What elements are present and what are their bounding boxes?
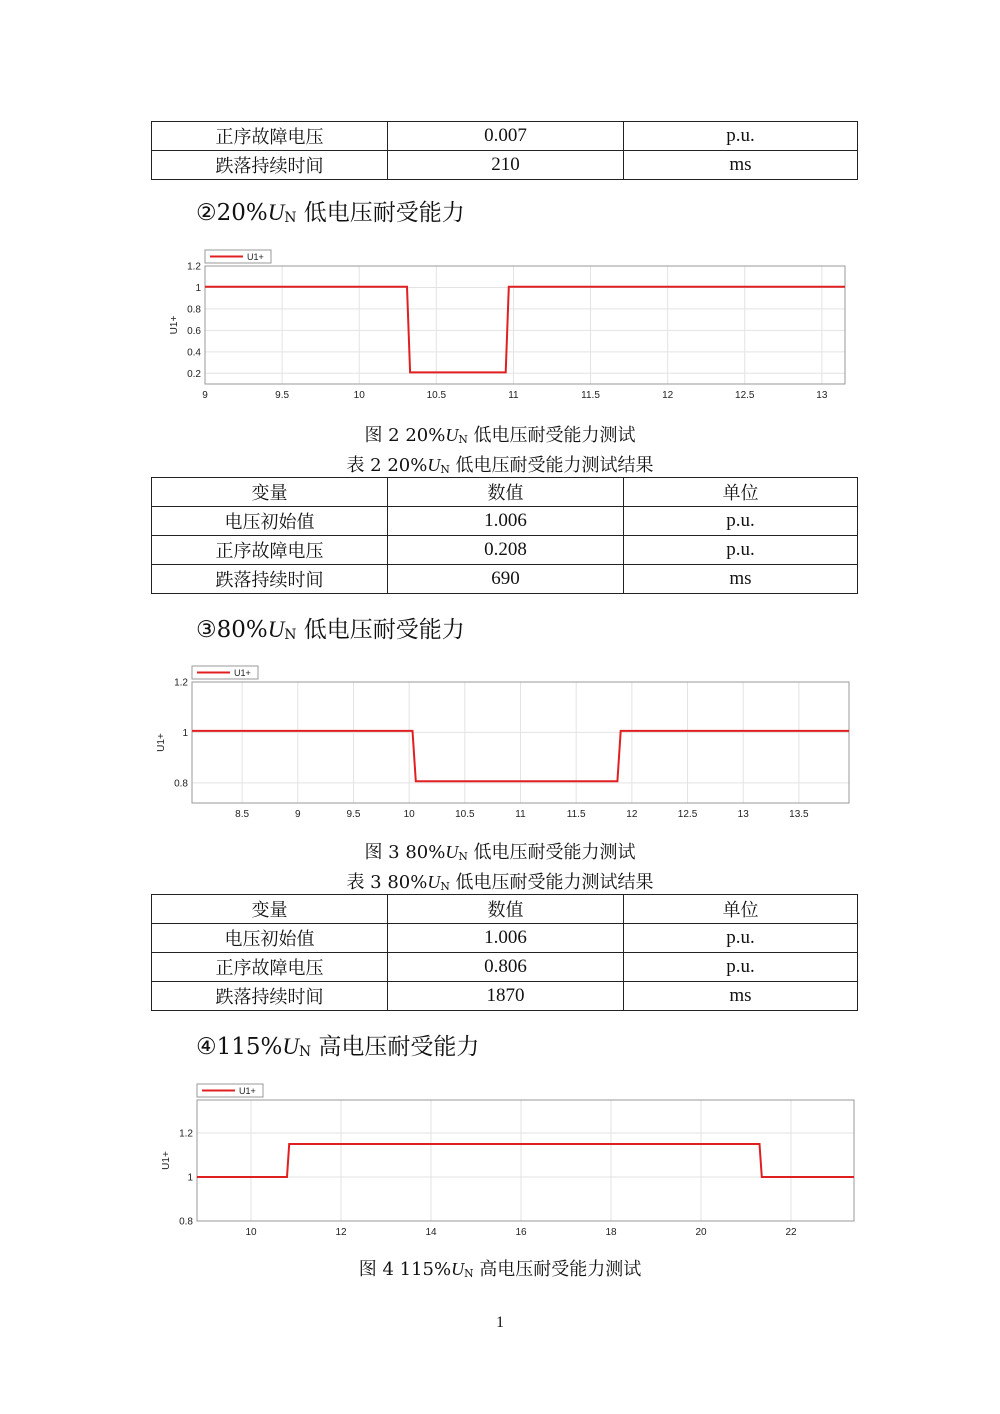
y-tick-label: 0.4 (187, 347, 201, 359)
table-cell: 0.806 (388, 953, 624, 982)
plot-area (197, 1100, 854, 1221)
x-tick-label: 10 (245, 1227, 257, 1238)
caption-pre: 表 2 20% (346, 455, 428, 476)
table-cell: p.u. (624, 953, 858, 982)
x-tick-label: 13 (737, 809, 749, 820)
y-tick-label: 1.2 (187, 261, 201, 273)
y-axis-label: U1+ (169, 315, 180, 335)
caption-sub: N (464, 1267, 474, 1280)
caption-post: 高电压耐受能力测试 (473, 1259, 642, 1280)
table-header-cell: 数值 (388, 478, 624, 507)
x-tick-label: 13 (816, 390, 828, 401)
x-tick-label: 11 (508, 390, 519, 401)
plot-area (205, 266, 845, 384)
table-cell: 690 (388, 565, 624, 594)
caption-pre: 图 4 115% (358, 1259, 452, 1280)
table-1 (151, 121, 858, 180)
caption-post: 低电压耐受能力测试 (467, 425, 636, 446)
x-tick-label: 18 (605, 1227, 617, 1238)
section-heading-80 (196, 611, 465, 644)
table-cell: p.u. (624, 507, 858, 536)
x-tick-label: 9 (202, 390, 208, 401)
table-cell: 1.006 (388, 924, 624, 953)
x-tick-label: 9.5 (346, 809, 361, 820)
table-row (152, 982, 858, 1011)
x-tick-label: 10.5 (426, 390, 447, 401)
table-cell: p.u. (624, 924, 858, 953)
figure-4-caption (0, 1255, 1000, 1281)
table-cell: 电压初始值 (152, 924, 388, 953)
heading-suffix: 低电压耐受能力 (296, 200, 465, 226)
x-tick-label: 9 (295, 809, 301, 820)
caption-u: U (427, 872, 441, 892)
x-tick-label: 10 (403, 809, 415, 820)
y-tick-label: 1 (187, 1172, 193, 1184)
x-tick-label: 12.5 (735, 390, 755, 401)
y-tick-label: 1 (182, 727, 188, 739)
x-tick-label: 12.5 (677, 809, 698, 820)
table-header-cell: 数值 (388, 895, 624, 924)
legend-label: U1+ (239, 1086, 256, 1096)
table-cell: 跌落持续时间 (152, 151, 388, 180)
caption-u: U (427, 455, 441, 475)
caption-sub: N (458, 433, 468, 446)
heading-suffix: 低电压耐受能力 (296, 617, 465, 643)
figure-3-caption (0, 838, 1000, 864)
table-cell: 1870 (388, 982, 624, 1011)
x-tick-label: 9.5 (275, 390, 290, 401)
heading-sub: N (284, 627, 297, 643)
caption-post: 低电压耐受能力测试 (467, 842, 636, 863)
heading-sub: N (284, 210, 297, 226)
caption-pre: 表 3 80% (346, 872, 428, 893)
table-row (152, 565, 858, 594)
x-tick-label: 11.5 (566, 809, 586, 820)
heading-un: U (267, 200, 285, 225)
table-row (152, 536, 858, 565)
x-tick-label: 12 (662, 390, 674, 401)
table-cell: 正序故障电压 (152, 122, 388, 151)
caption-u: U (445, 425, 459, 445)
caption-pre: 图 2 20% (364, 425, 446, 446)
table-row (152, 122, 858, 151)
y-tick-label: 0.8 (187, 304, 201, 316)
table-cell: 电压初始值 (152, 507, 388, 536)
table-cell: 正序故障电压 (152, 953, 388, 982)
table-row (152, 953, 858, 982)
table-cell: p.u. (624, 536, 858, 565)
table-header-cell: 单位 (624, 478, 858, 507)
table-row (152, 507, 858, 536)
section-heading-20 (196, 194, 465, 227)
table-cell: ms (624, 982, 858, 1011)
table-3 (151, 894, 858, 1011)
table-row (152, 151, 858, 180)
table-row (152, 924, 858, 953)
caption-u: U (451, 1259, 465, 1279)
section-heading-115 (196, 1028, 479, 1061)
table-cell: 跌落持续时间 (152, 565, 388, 594)
x-tick-label: 12 (335, 1227, 347, 1238)
heading-prefix: ②20% (196, 200, 268, 226)
heading-suffix: 高电压耐受能力 (311, 1034, 480, 1060)
legend-label: U1+ (234, 668, 251, 678)
table-cell: p.u. (624, 122, 858, 151)
table-header-row (152, 478, 858, 507)
y-tick-label: 1 (195, 282, 201, 294)
caption-post: 低电压耐受能力测试结果 (449, 455, 654, 476)
x-tick-label: 16 (515, 1227, 527, 1238)
table-header-row (152, 895, 858, 924)
table-cell: ms (624, 151, 858, 180)
caption-sub: N (458, 850, 468, 863)
table-cell: 0.007 (388, 122, 624, 151)
x-tick-label: 10.5 (455, 809, 475, 820)
x-tick-label: 20 (695, 1227, 707, 1238)
table-cell: 210 (388, 151, 624, 180)
x-tick-label: 22 (785, 1227, 797, 1238)
caption-u: U (445, 842, 459, 862)
chart-115-percent (157, 1078, 862, 1243)
x-tick-label: 11 (515, 809, 526, 820)
chart-20-percent (160, 246, 860, 406)
table-2-caption (0, 451, 1000, 477)
legend-label: U1+ (247, 252, 264, 262)
y-tick-label: 0.2 (187, 368, 201, 380)
y-tick-label: 0.8 (174, 778, 188, 790)
chart-80-percent (152, 660, 857, 825)
x-tick-label: 11.5 (581, 390, 600, 401)
table-cell: 0.208 (388, 536, 624, 565)
y-tick-label: 0.6 (187, 325, 201, 337)
x-tick-label: 12 (626, 809, 638, 820)
table-header-cell: 变量 (152, 478, 388, 507)
x-tick-label: 14 (425, 1227, 437, 1238)
y-tick-label: 1.2 (179, 1128, 193, 1140)
table-header-cell: 单位 (624, 895, 858, 924)
table-cell: 1.006 (388, 507, 624, 536)
table-cell: 正序故障电压 (152, 536, 388, 565)
x-tick-label: 10 (353, 390, 365, 401)
figure-2-caption (0, 421, 1000, 447)
table-2 (151, 477, 858, 594)
x-tick-label: 13.5 (789, 809, 809, 820)
caption-post: 低电压耐受能力测试结果 (449, 872, 654, 893)
caption-sub: N (440, 463, 450, 476)
heading-sub: N (299, 1044, 312, 1060)
table-cell: ms (624, 565, 858, 594)
heading-un: U (282, 1034, 299, 1059)
y-tick-label: 1.2 (174, 677, 188, 689)
table-header-cell: 变量 (152, 895, 388, 924)
heading-prefix: ③80% (196, 617, 268, 643)
x-tick-label: 8.5 (235, 809, 250, 820)
page-number: 1 (496, 1314, 504, 1331)
table-3-caption (0, 868, 1000, 894)
y-tick-label: 0.8 (179, 1216, 193, 1228)
heading-un: U (267, 617, 285, 642)
y-axis-label: U1+ (156, 733, 167, 752)
caption-pre: 图 3 80% (364, 842, 446, 863)
caption-sub: N (440, 880, 450, 893)
table-cell: 跌落持续时间 (152, 982, 388, 1011)
y-axis-label: U1+ (161, 1151, 172, 1170)
heading-prefix: ④115% (196, 1034, 283, 1060)
